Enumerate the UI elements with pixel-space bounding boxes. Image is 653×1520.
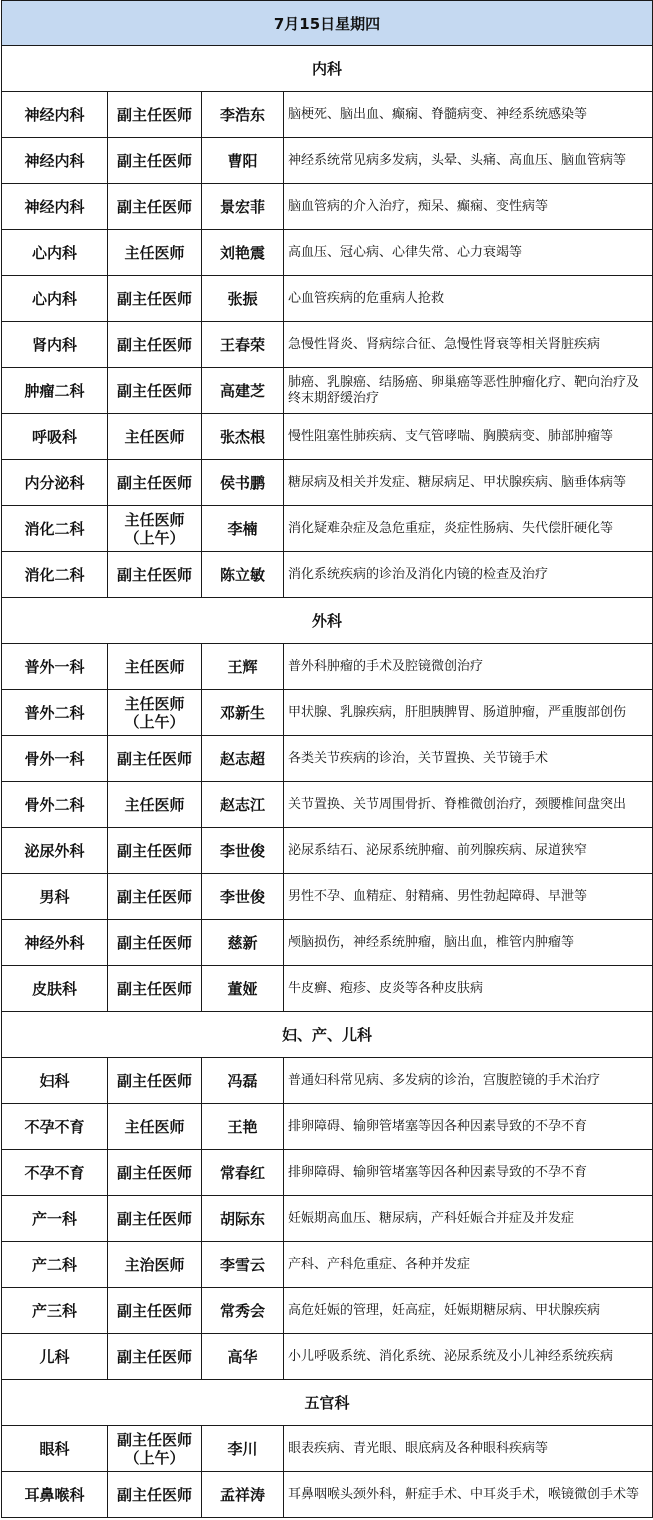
specialty-cell — [284, 414, 653, 460]
specialty-cell — [284, 690, 653, 736]
table-row — [2, 1104, 653, 1150]
doctor-title: 副主任医师 — [116, 1301, 192, 1320]
table-row — [2, 1150, 653, 1196]
doctor-name-cell: 孟祥涛 — [202, 1472, 284, 1518]
specialty-cell — [284, 92, 653, 138]
doctor-name-cell: 高建芝 — [202, 368, 284, 414]
table-row — [2, 460, 653, 506]
department-cell: 普外二科 — [2, 690, 108, 736]
department-cell: 泌尿外科 — [2, 828, 108, 874]
schedule-body — [2, 1, 653, 1518]
doctor-title: 主任医师 — [124, 694, 185, 713]
doctor-name-cell: 冯磊 — [202, 1058, 284, 1104]
department-cell: 内分泌科 — [2, 460, 108, 506]
specialty-text: 心血管疾病的危重病人抢救 — [288, 290, 445, 306]
title-cell — [108, 782, 202, 828]
department-cell: 消化二科 — [2, 506, 108, 552]
title-cell — [108, 874, 202, 920]
specialty-cell — [284, 276, 653, 322]
table-row — [2, 966, 653, 1012]
table-row — [2, 92, 653, 138]
doctor-name-cell: 李楠 — [202, 506, 284, 552]
session-note: （上午） — [124, 528, 185, 547]
specialty-cell — [284, 966, 653, 1012]
specialty-text: 各类关节疾病的诊治，关节置换、关节镜手术 — [288, 750, 549, 766]
specialty-text: 高危妊娠的管理，妊高症，妊娠期糖尿病、甲状腺疾病 — [288, 1302, 601, 1318]
department-cell: 消化二科 — [2, 552, 108, 598]
doctor-title: 副主任医师 — [116, 335, 192, 354]
table-row — [2, 368, 653, 414]
title-cell — [108, 966, 202, 1012]
doctor-name-cell: 赵志江 — [202, 782, 284, 828]
specialty-cell — [284, 1104, 653, 1150]
doctor-title: 副主任医师 — [116, 887, 192, 906]
title-cell — [108, 644, 202, 690]
table-row — [2, 414, 653, 460]
department-cell: 产一科 — [2, 1196, 108, 1242]
doctor-name-cell: 王辉 — [202, 644, 284, 690]
title-cell — [108, 138, 202, 184]
doctor-title: 副主任医师 — [116, 151, 192, 170]
specialty-text: 肺癌、乳腺癌、结肠癌、卵巢癌等恶性肿瘤化疗、靶向治疗及终末期舒缓治疗 — [288, 374, 640, 406]
title-cell — [108, 828, 202, 874]
table-row — [2, 1288, 653, 1334]
specialty-cell — [284, 1472, 653, 1518]
doctor-name-cell: 李川 — [202, 1426, 284, 1472]
department-cell: 肾内科 — [2, 322, 108, 368]
title-cell — [108, 1472, 202, 1518]
specialty-cell — [284, 1288, 653, 1334]
title-cell — [108, 230, 202, 276]
section-header-row — [2, 46, 653, 92]
date-header-row — [2, 1, 653, 46]
doctor-name-cell: 邓新生 — [202, 690, 284, 736]
specialty-cell — [284, 736, 653, 782]
doctor-name-cell: 赵志超 — [202, 736, 284, 782]
doctor-name-cell: 慈新 — [202, 920, 284, 966]
specialty-text: 消化疑难杂症及急危重症，炎症性肠病、失代偿肝硬化等 — [288, 520, 614, 536]
department-cell: 神经内科 — [2, 92, 108, 138]
section-title: 内科 — [2, 46, 653, 92]
title-cell — [108, 1104, 202, 1150]
table-row — [2, 184, 653, 230]
title-cell — [108, 1242, 202, 1288]
section-title: 妇、产、儿科 — [2, 1012, 653, 1058]
doctor-title: 副主任医师 — [116, 1430, 192, 1449]
department-cell: 眼科 — [2, 1426, 108, 1472]
doctor-name-cell: 王艳 — [202, 1104, 284, 1150]
title-cell — [108, 92, 202, 138]
department-cell: 妇科 — [2, 1058, 108, 1104]
table-row — [2, 1242, 653, 1288]
specialty-cell — [284, 138, 653, 184]
department-cell: 产二科 — [2, 1242, 108, 1288]
specialty-text: 牛皮癣、疱疹、皮炎等各种皮肤病 — [288, 980, 484, 996]
doctor-title: 副主任医师 — [116, 1347, 192, 1366]
doctor-name-cell: 刘艳震 — [202, 230, 284, 276]
title-cell — [108, 368, 202, 414]
department-cell: 儿科 — [2, 1334, 108, 1380]
doctor-title: 主任医师 — [124, 427, 185, 446]
table-row — [2, 1058, 653, 1104]
doctor-name-cell: 李雪云 — [202, 1242, 284, 1288]
title-cell — [108, 1196, 202, 1242]
specialty-text: 脑梗死、脑出血、癫痫、脊髓病变、神经系统感染等 — [288, 106, 588, 122]
specialty-text: 小儿呼吸系统、消化系统、泌尿系统及小儿神经系统疾病 — [288, 1348, 614, 1364]
specialty-cell — [284, 552, 653, 598]
title-cell — [108, 690, 202, 736]
doctor-name-cell: 张杰根 — [202, 414, 284, 460]
session-note: （上午） — [124, 1448, 185, 1467]
table-row — [2, 690, 653, 736]
title-cell — [108, 414, 202, 460]
specialty-cell — [284, 920, 653, 966]
specialty-text: 男性不孕、血精症、射精痛、男性勃起障碍、早泄等 — [288, 888, 588, 904]
doctor-name-cell: 常秀会 — [202, 1288, 284, 1334]
specialty-cell — [284, 460, 653, 506]
specialty-cell — [284, 506, 653, 552]
doctor-name-cell: 李世俊 — [202, 874, 284, 920]
doctor-title: 副主任医师 — [116, 933, 192, 952]
department-cell: 呼吸科 — [2, 414, 108, 460]
specialty-text: 关节置换、关节周围骨折、脊椎微创治疗，颈腰椎间盘突出 — [288, 796, 627, 812]
specialty-text: 神经系统常见病多发病，头晕、头痛、高血压、脑血管病等 — [288, 152, 627, 168]
department-cell: 骨外一科 — [2, 736, 108, 782]
table-row — [2, 920, 653, 966]
title-cell — [108, 1058, 202, 1104]
specialty-cell — [284, 1334, 653, 1380]
session-note: （上午） — [124, 712, 185, 731]
section-header-row — [2, 1380, 653, 1426]
doctor-name-cell: 张振 — [202, 276, 284, 322]
date-header: 7月15日星期四 — [2, 1, 653, 46]
title-cell — [108, 1150, 202, 1196]
specialty-text: 高血压、冠心病、心律失常、心力衰竭等 — [288, 244, 523, 260]
doctor-title: 副主任医师 — [116, 1209, 192, 1228]
department-cell: 心内科 — [2, 230, 108, 276]
doctor-name-cell: 王春荣 — [202, 322, 284, 368]
doctor-name-cell: 李世俊 — [202, 828, 284, 874]
table-row — [2, 552, 653, 598]
doctor-title: 副主任医师 — [116, 979, 192, 998]
department-cell: 普外一科 — [2, 644, 108, 690]
table-row — [2, 506, 653, 552]
specialty-text: 妊娠期高血压、糖尿病，产科妊娠合并症及并发症 — [288, 1210, 575, 1226]
specialty-text: 普外科肿瘤的手术及腔镜微创治疗 — [288, 658, 484, 674]
department-cell: 皮肤科 — [2, 966, 108, 1012]
doctor-name-cell: 董娅 — [202, 966, 284, 1012]
specialty-text: 消化系统疾病的诊治及消化内镜的检查及治疗 — [288, 566, 549, 582]
department-cell: 神经外科 — [2, 920, 108, 966]
department-cell: 产三科 — [2, 1288, 108, 1334]
department-cell: 男科 — [2, 874, 108, 920]
title-cell — [108, 506, 202, 552]
department-cell: 耳鼻喉科 — [2, 1472, 108, 1518]
doctor-name-cell: 侯书鹏 — [202, 460, 284, 506]
specialty-text: 脑血管病的介入治疗，痴呆、癫痫、变性病等 — [288, 198, 549, 214]
doctor-name-cell: 李浩东 — [202, 92, 284, 138]
specialty-text: 普通妇科常见病、多发病的诊治，宫腹腔镜的手术治疗 — [288, 1072, 601, 1088]
title-cell — [108, 920, 202, 966]
department-cell: 不孕不育 — [2, 1150, 108, 1196]
title-cell — [108, 552, 202, 598]
title-cell — [108, 276, 202, 322]
doctor-title: 主治医师 — [124, 1255, 185, 1274]
specialty-cell — [284, 1426, 653, 1472]
department-cell: 不孕不育 — [2, 1104, 108, 1150]
doctor-name-cell: 陈立敏 — [202, 552, 284, 598]
title-cell — [108, 322, 202, 368]
specialty-cell — [284, 322, 653, 368]
table-row — [2, 1334, 653, 1380]
specialty-text: 颅脑损伤，神经系统肿瘤，脑出血，椎管内肿瘤等 — [288, 934, 575, 950]
doctor-title: 主任医师 — [124, 657, 185, 676]
specialty-text: 眼表疾病、青光眼、眼底病及各种眼科疾病等 — [288, 1440, 549, 1456]
table-row — [2, 828, 653, 874]
table-row — [2, 1472, 653, 1518]
specialty-text: 泌尿系结石、泌尿系统肿瘤、前列腺疾病、尿道狭窄 — [288, 842, 588, 858]
title-cell — [108, 736, 202, 782]
specialty-cell — [284, 230, 653, 276]
doctor-name-cell: 胡际东 — [202, 1196, 284, 1242]
table-row — [2, 138, 653, 184]
specialty-cell — [284, 1058, 653, 1104]
doctor-title: 主任医师 — [124, 510, 185, 529]
title-cell — [108, 460, 202, 506]
specialty-cell — [284, 644, 653, 690]
department-cell: 肿瘤二科 — [2, 368, 108, 414]
department-cell: 骨外二科 — [2, 782, 108, 828]
doctor-name-cell: 曹阳 — [202, 138, 284, 184]
specialty-text: 甲状腺、乳腺疾病，肝胆胰脾胃、肠道肿瘤，严重腹部创伤 — [288, 704, 627, 720]
specialty-cell — [284, 1196, 653, 1242]
specialty-cell — [284, 1150, 653, 1196]
table-row — [2, 736, 653, 782]
specialty-text: 排卵障碍、输卵管堵塞等因各种因素导致的不孕不育 — [288, 1118, 588, 1134]
section-header-row — [2, 598, 653, 644]
doctor-name-cell: 景宏菲 — [202, 184, 284, 230]
doctor-title: 主任医师 — [124, 1117, 185, 1136]
doctor-title: 副主任医师 — [116, 565, 192, 584]
doctor-title: 主任医师 — [124, 243, 185, 262]
specialty-text: 糖尿病及相关并发症、糖尿病足、甲状腺疾病、脑垂体病等 — [288, 474, 627, 490]
doctor-title: 副主任医师 — [116, 1071, 192, 1090]
schedule-table — [1, 0, 653, 1518]
doctor-title: 主任医师 — [124, 795, 185, 814]
section-title: 五官科 — [2, 1380, 653, 1426]
section-header-row — [2, 1012, 653, 1058]
doctor-name-cell: 高华 — [202, 1334, 284, 1380]
title-cell — [108, 1334, 202, 1380]
specialty-text: 慢性阻塞性肺疾病、支气管哮喘、胸膜病变、肺部肿瘤等 — [288, 428, 614, 444]
specialty-text: 排卵障碍、输卵管堵塞等因各种因素导致的不孕不育 — [288, 1164, 588, 1180]
specialty-cell — [284, 782, 653, 828]
table-row — [2, 782, 653, 828]
doctor-title: 副主任医师 — [116, 381, 192, 400]
table-row — [2, 1426, 653, 1472]
table-row — [2, 1196, 653, 1242]
table-row — [2, 874, 653, 920]
section-title: 外科 — [2, 598, 653, 644]
specialty-cell — [284, 184, 653, 230]
specialty-text: 产科、产科危重症、各种并发症 — [288, 1256, 471, 1272]
title-cell — [108, 1288, 202, 1334]
specialty-cell — [284, 828, 653, 874]
specialty-cell — [284, 1242, 653, 1288]
doctor-title: 副主任医师 — [116, 105, 192, 124]
specialty-text: 急慢性肾炎、肾病综合征、急慢性肾衰等相关肾脏疾病 — [288, 336, 601, 352]
doctor-title: 副主任医师 — [116, 197, 192, 216]
specialty-cell — [284, 368, 653, 414]
doctor-title: 副主任医师 — [116, 1163, 192, 1182]
doctor-name-cell: 常春红 — [202, 1150, 284, 1196]
doctor-title: 副主任医师 — [116, 473, 192, 492]
table-row — [2, 644, 653, 690]
specialty-cell — [284, 874, 653, 920]
specialty-text: 耳鼻咽喉头颈外科，鼾症手术、中耳炎手术，喉镜微创手术等 — [288, 1486, 640, 1502]
doctor-title: 副主任医师 — [116, 1485, 192, 1504]
table-row — [2, 230, 653, 276]
doctor-title: 副主任医师 — [116, 841, 192, 860]
table-row — [2, 322, 653, 368]
doctor-title: 副主任医师 — [116, 749, 192, 768]
department-cell: 心内科 — [2, 276, 108, 322]
title-cell — [108, 1426, 202, 1472]
department-cell: 神经内科 — [2, 138, 108, 184]
table-row — [2, 276, 653, 322]
title-cell — [108, 184, 202, 230]
doctor-title: 副主任医师 — [116, 289, 192, 308]
department-cell: 神经内科 — [2, 184, 108, 230]
